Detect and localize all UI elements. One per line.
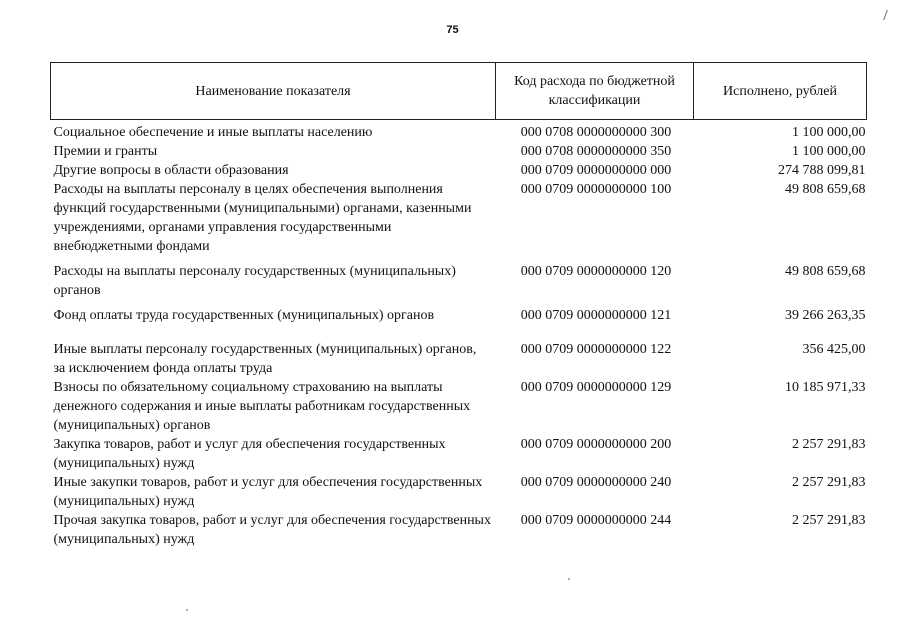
row-name: Другие вопросы в области образования <box>53 163 289 178</box>
row-code: 000 0709 0000000000 122 <box>520 342 672 357</box>
row-code: 000 0709 0000000000 129 <box>520 380 672 395</box>
row-name: Фонд оплаты труда государственных (муниципальных) органов <box>53 308 435 323</box>
row-name: Расходы на выплаты персоналу в целях обеспечения выполнения функций государственными (муниципальными) органами, казенными учреждениями, органами управления государственными внебюджетными фондами <box>53 182 472 254</box>
scan-corner-mark <box>877 10 888 20</box>
row-amount: 39 266 263,35 <box>785 308 866 323</box>
row-code: 000 0709 0000000000 244 <box>520 513 672 528</box>
row-amount: 49 808 659,68 <box>785 182 866 197</box>
row-amount: 10 185 971,33 <box>785 380 866 395</box>
row-code: 000 0709 0000000000 240 <box>520 475 672 490</box>
row-name: Премии и гранты <box>53 144 158 159</box>
row-name: Закупка товаров, работ и услуг для обеспечения государственных (муниципальных) нужд <box>53 437 446 471</box>
table-row <box>51 256 867 300</box>
row-amount: 2 257 291,83 <box>792 513 866 528</box>
row-amount: 274 788 099,81 <box>778 163 866 178</box>
row-amount: 49 808 659,68 <box>785 264 866 279</box>
row-amount: 2 257 291,83 <box>792 437 866 452</box>
table-row <box>51 161 867 180</box>
row-code: 000 0709 0000000000 121 <box>520 308 672 323</box>
row-name: Иные закупки товаров, работ и услуг для обеспечения государственных (муниципальных) нужд <box>53 475 483 509</box>
expenditure-table <box>50 62 867 549</box>
row-name: Взносы по обязательному социальному страхованию на выплаты денежного содержания и иные выплаты работникам государственных (муниципальных) органов <box>53 380 471 433</box>
row-name: Социальное обеспечение и иные выплаты населению <box>53 125 373 140</box>
table-row <box>51 473 867 511</box>
row-code: 000 0709 0000000000 120 <box>520 264 672 279</box>
page-number: 75 <box>446 24 459 36</box>
row-amount: 1 100 000,00 <box>792 125 866 140</box>
row-amount: 356 425,00 <box>802 342 866 357</box>
row-name: Расходы на выплаты персоналу государственных (муниципальных) органов <box>53 264 456 298</box>
table-row <box>51 180 867 256</box>
table-row <box>51 511 867 549</box>
row-code: 000 0709 0000000000 100 <box>520 182 672 197</box>
table-header <box>51 63 867 120</box>
row-name: Прочая закупка товаров, работ и услуг для обеспечения государственных (муниципальных) нужд <box>53 513 491 547</box>
row-code: 000 0708 0000000000 300 <box>520 125 672 140</box>
table-row <box>51 142 867 161</box>
table-row <box>51 300 867 325</box>
row-code: 000 0709 0000000000 000 <box>520 163 672 178</box>
scan-speck <box>568 578 570 580</box>
header-amount: Исполнено, рублей <box>694 63 867 120</box>
row-amount: 2 257 291,83 <box>792 475 866 490</box>
table-row <box>51 378 867 435</box>
row-name: Иные выплаты персоналу государственных (муниципальных) органов, за исключением фонда оплаты труда <box>53 342 477 376</box>
table-row <box>51 435 867 473</box>
scan-speck <box>186 609 188 611</box>
row-code: 000 0709 0000000000 200 <box>520 437 672 452</box>
header-name: Наименование показателя <box>51 63 496 120</box>
row-code: 000 0708 0000000000 350 <box>520 144 672 159</box>
table-row <box>51 325 867 378</box>
row-amount: 1 100 000,00 <box>792 144 866 159</box>
header-code: Код расхода по бюджетной классификации <box>496 63 694 120</box>
table-row <box>51 120 867 143</box>
